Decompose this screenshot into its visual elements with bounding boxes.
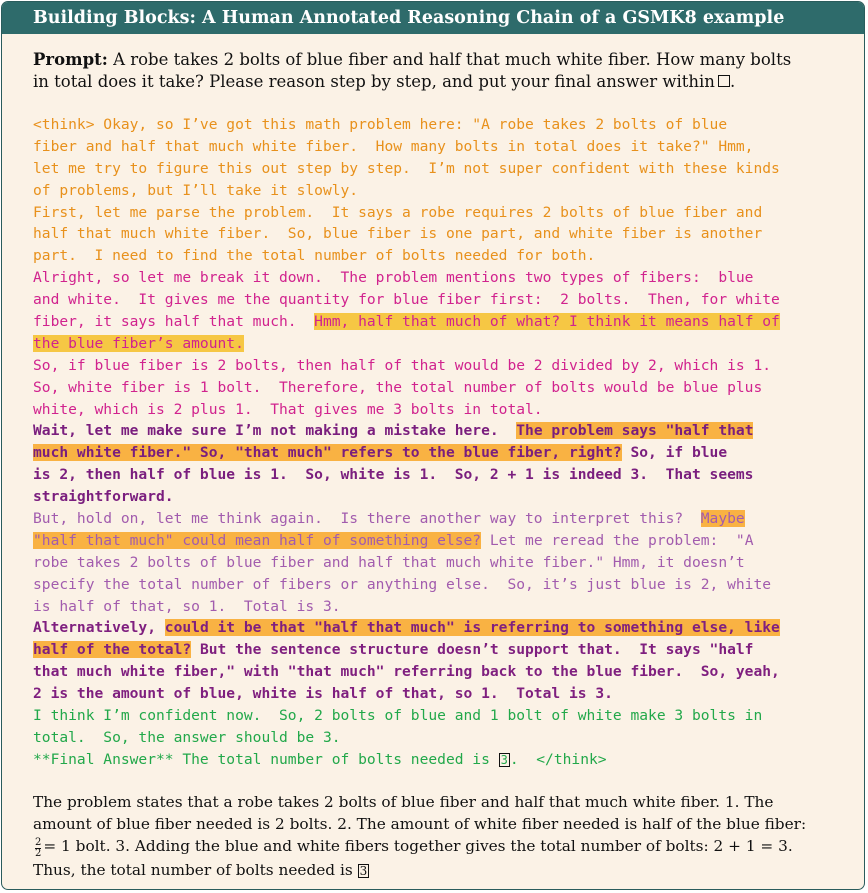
prompt-text-1: A robe takes 2 bolts of blue fiber and half that much white fiber. How many bolts <box>107 50 792 69</box>
answer-line: amount of blue fiber needed is 2 bolts. 2. The amount of white fiber needed is half of the blue fiber: <box>33 815 807 833</box>
think-line: is 2, then half of blue is 1. So, white is 1. So, 2 + 1 is indeed 3. That seems <box>33 466 754 484</box>
think-line <box>33 311 853 333</box>
think-text: fiber, it says half that much. <box>33 313 315 331</box>
fraction-denominator: 2 <box>35 848 42 859</box>
think-line: specify the total number of fibers or anything else. So, it’s just blue is 2, white <box>33 575 772 593</box>
boxed-answer: 3 <box>359 864 368 878</box>
highlight-span: half of the total? <box>33 641 192 659</box>
think-line: 2 is the amount of blue, white is half of that, so 1. Total is 3. <box>33 685 613 703</box>
think-line: let me try to figure this out step by step. I’m not super confident with these kinds <box>33 159 780 177</box>
answer-line: The problem states that a robe takes 2 bolts of blue fiber and half that much white fiber. 1. The <box>33 793 774 811</box>
think-line <box>33 442 853 464</box>
think-line: and white. It gives me the quantity for blue fiber first: 2 bolts. Then, for white <box>33 291 780 309</box>
think-text: So, if blue <box>621 444 728 462</box>
think-line: total. So, the answer should be 3. <box>33 728 341 746</box>
think-line: half that much white fiber. So, blue fiber is one part, and white fiber is another <box>33 225 763 243</box>
think-line: is half of that, so 1. Total is 3. <box>33 597 341 615</box>
think-text: **Final Answer** The total number of bolts needed is <box>33 750 499 768</box>
card-title: Building Blocks: A Human Annotated Reasoning Chain of a GSMK8 example <box>2 2 864 34</box>
think-line: straightforward. <box>33 488 174 506</box>
answer-text: Thus, the total number of bolts needed is <box>33 861 358 879</box>
think-text: Wait, let me make sure I’m not making a mistake here. <box>33 422 517 440</box>
think-line: I think I’m confident now. So, 2 bolts of blue and 1 bolt of white make 3 bolts in <box>33 707 763 725</box>
highlight-span: Maybe <box>700 510 745 528</box>
think-line: fiber and half that much white fiber. How many bolts in total does it take?" Hmm, <box>33 137 754 155</box>
think-line <box>33 333 853 355</box>
think-text: But the sentence structure doesn’t support that. It says "half <box>191 641 754 659</box>
think-line <box>33 420 853 442</box>
think-line: of problems, but I’ll take it slowly. <box>33 181 359 199</box>
think-text: . </think> <box>509 750 607 768</box>
think-line: First, let me parse the problem. It says a robe requires 2 bolts of blue fiber and <box>33 203 763 221</box>
fraction <box>35 838 41 859</box>
highlight-span: The problem says "half that <box>516 422 754 440</box>
prompt-label: Prompt: <box>33 50 108 69</box>
think-line: that much white fiber," with "that much" referring back to the blue fiber. So, yeah, <box>33 663 780 681</box>
empty-box-icon <box>718 75 730 87</box>
reasoning-chain <box>33 114 853 771</box>
think-line <box>33 617 853 639</box>
answer-line <box>33 859 843 881</box>
highlight-span: the blue fiber’s amount. <box>33 334 244 352</box>
highlight-span: much white fiber." So, "that much" refers to the blue fiber, right? <box>33 444 622 462</box>
example-card <box>1 1 865 890</box>
final-answer-block <box>33 791 843 881</box>
think-line: <think> Okay, so I’ve got this math problem here: "A robe takes 2 bolts of blue <box>33 116 728 133</box>
think-line: Alright, so let me break it down. The problem mentions two types of fibers: blue <box>33 269 754 287</box>
think-line: robe takes 2 bolts of blue fiber and half that much white fiber." Hmm, it doesn’t <box>33 553 745 571</box>
think-line: So, if blue fiber is 2 bolts, then half of that would be 2 divided by 2, which is 1. <box>33 356 772 374</box>
think-line: white, which is 2 plus 1. That gives me 3 bolts in total. <box>33 400 543 418</box>
think-text: Let me reread the problem: "A <box>481 531 754 549</box>
boxed-answer: 3 <box>500 752 508 767</box>
think-line <box>33 749 853 771</box>
think-line <box>33 508 853 530</box>
fraction-numerator: 2 <box>35 837 42 848</box>
prompt-text-2: in total does it take? Please reason step by step, and put your final answer within <box>33 72 715 91</box>
think-line: part. I need to find the total number of bolts needed for both. <box>33 247 596 265</box>
answer-text: = 1 bolt. 3. Adding the blue and white fibers together gives the total number of bolts: 2 + 1 = 3. <box>43 837 793 855</box>
answer-line <box>33 835 843 859</box>
prompt-block: Prompt: A robe takes 2 bolts of blue fiber and half that much white fiber. How many bolts in total does it take? Please reason step by step, and put your final answer within . <box>33 50 792 91</box>
think-text: But, hold on, let me think again. Is there another way to interpret this? <box>33 510 701 528</box>
think-text: Alternatively, <box>33 619 165 637</box>
think-line <box>33 639 853 661</box>
highlight-span: "half that much" could mean half of something else? <box>33 531 482 549</box>
think-line <box>33 530 853 552</box>
highlight-span: Hmm, half that much of what? I think it means half of <box>314 313 780 331</box>
think-line: So, white fiber is 1 bolt. Therefore, the total number of bolts would be blue plus <box>33 378 763 396</box>
highlight-span: could it be that "half that much" is referring to something else, like <box>164 619 780 637</box>
